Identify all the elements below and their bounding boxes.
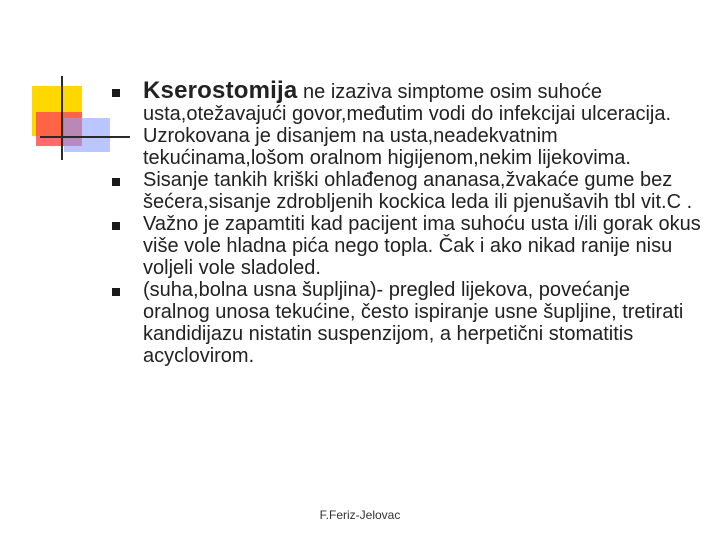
blue-square-shape: [64, 118, 110, 152]
list-item-text: ne izaziva simptome osim suhoće: [297, 81, 603, 103]
list-item-3: [112, 213, 702, 279]
list-item-4: [112, 279, 702, 367]
vertical-line-shape: [61, 76, 63, 160]
term-heading: Kserostomija: [143, 77, 298, 104]
list-item-text: Važno je zapamtiti kad pacijent ima suhoću usta i/ili gorak okus više vole hladna pića nego topla. Čak i ako nikad ranije nisu voljeli vole sladoled.: [143, 213, 701, 279]
list-item-text-continuation: usta,otežavajući govor,međutim vodi do infekcijai ulceracija. Uzrokovana je disanjem na usta,neadekvatnim tekućinama,lošom oralnom higijenom,nekim lijekovima.: [143, 103, 672, 169]
list-item-2: [112, 169, 702, 213]
list-item-text: (suha,bolna usna šupljina)- pregled lijekova, povećanje oralnog unosa tekućine, često ispiranje usne šupljine, tretirati kandidijazu nistatin suspenzijom, a herpetični stomatitis acyclovirom.: [143, 279, 684, 367]
square-bullet-icon: [112, 89, 120, 97]
slide-footer: F.Feriz-Jelovac: [319, 508, 401, 522]
list-item-text: Sisanje tankih kriški ohlađenog ananasa,žvakaće gume bez šećera,sisanje zdrobljenih kockica leda ili pjenušavih tbl vit.C .: [143, 169, 693, 213]
square-bullet-icon: [112, 178, 120, 186]
list-item-1: [112, 77, 702, 169]
square-bullet-icon: [112, 222, 120, 230]
square-bullet-icon: [112, 288, 120, 296]
bullet-list: [112, 77, 702, 367]
